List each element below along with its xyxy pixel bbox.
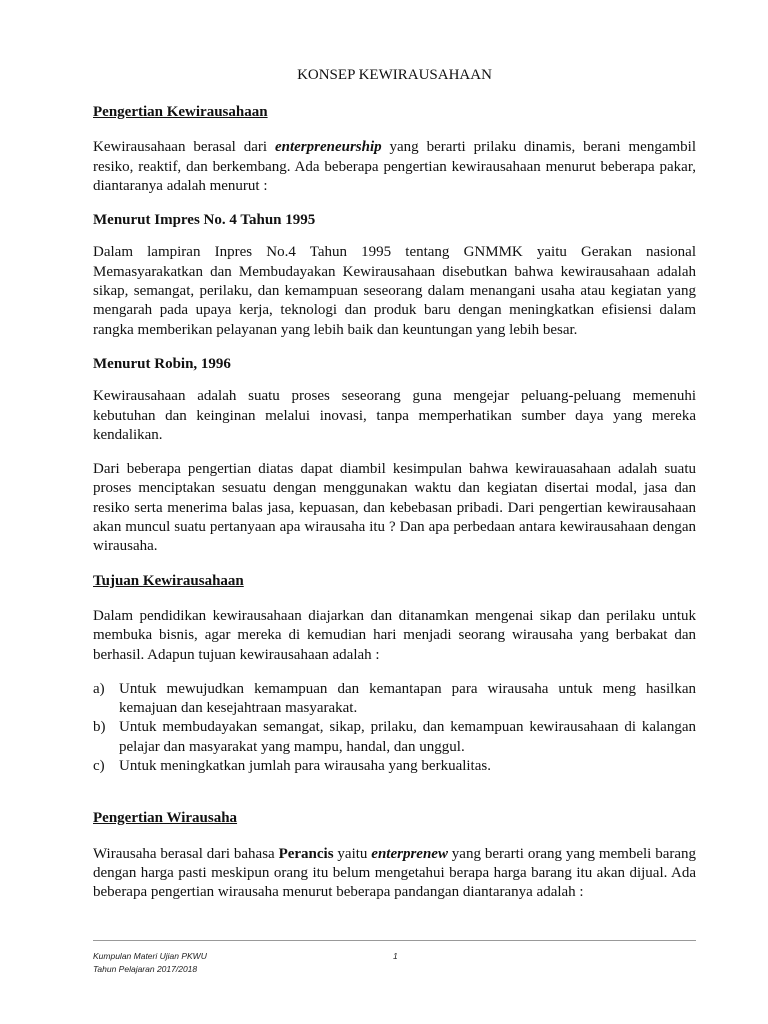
paragraph-robin: Kewirausahaan adalah suatu proses seseorang guna mengejar peluang-peluang memenuhi kebutuhan dan keinginan melalui inovasi, tanpa memperhatikan sumber daya yang mereka kendalikan. bbox=[93, 388, 696, 443]
spacer bbox=[93, 791, 696, 809]
list-item bbox=[93, 680, 696, 719]
list-item-text: Untuk mewujudkan kemampuan dan kemantapan para wirausaha untuk meng hasilkan kemajuan dan kesejahtraan masyarakat. bbox=[119, 680, 696, 717]
list-item-text: Untuk meningkatkan jumlah para wirausaha yang berkualitas. bbox=[119, 758, 491, 775]
paragraph-text: yang berarti orang yang membeli barang dengan harga pasti meskipun orang itu belum mengetahui berapa harga barang itu akan dijual. Ada beberapa pengertian wirausaha menurut beberapa pandangan diantaranya adalah : bbox=[93, 845, 697, 901]
list-item bbox=[93, 757, 696, 776]
list-marker: a) bbox=[93, 680, 105, 697]
paragraph-wirausaha bbox=[93, 845, 696, 903]
paragraph-text: Kewirausahaan berasal dari bbox=[93, 139, 275, 156]
paragraph-text: yaitu bbox=[333, 845, 372, 862]
paragraph-impres: Dalam lampiran Inpres No.4 Tahun 1995 tentang GNMMK yaitu Gerakan nasional Memasyarakatkan dan Membudayakan Kewirausahaan disebutkan bahwa kewirausahaan adalah sikap, semangat, perilaku, dan kemampuan seseorang dalam menangani usaha atau kegiatan yang mengarah pada upaya kerja, teknologi dan produk baru dengan meningkatkan efisiensi dalam rangka memberikan pelayanan yang lebih baik dan keuntungan yang lebih besar. bbox=[93, 244, 696, 338]
paragraph-conclusion: Dari beberapa pengertian diatas dapat diambil kesimpulan bahwa kewirauasahaan adalah suatu proses menciptakan sesuatu dengan menggunakan waktu dan kegiatan disertai modal, jasa dan resiko serta menerima balas jasa, kepuasan, dan kebebasan pribadi. Dari pengertian kewirausahaan akan muncul suatu pertanyaan apa wirausaha itu ? Dan apa perbedaan antara kewirausahaan dengan wirausaha. bbox=[93, 461, 696, 555]
list-item-text: Untuk membudayakan semangat, sikap, prilaku, dan kemampuan kewirausahaan di kalangan pelajar dan masyarakat yang mampu, handal, dan unggul. bbox=[119, 719, 696, 755]
bold-term: Perancis bbox=[278, 845, 334, 862]
paragraph-definition bbox=[93, 138, 696, 196]
section-heading-tujuan-kewirausahaan: Tujuan Kewirausahaan bbox=[93, 572, 244, 589]
footer-divider bbox=[93, 940, 696, 941]
footer-line-title: Kumpulan Materi Ujian PKWU bbox=[93, 951, 207, 961]
list-marker: b) bbox=[93, 719, 106, 736]
tujuan-list bbox=[93, 680, 696, 776]
list-marker: c) bbox=[93, 758, 105, 775]
document-body bbox=[93, 66, 696, 918]
footer-line-year: Tahun Pelajaran 2017/2018 bbox=[93, 964, 198, 974]
list-item bbox=[93, 718, 696, 757]
page-footer bbox=[93, 950, 696, 976]
subheading-robin: Menurut Robin, 1996 bbox=[93, 355, 231, 372]
subheading-impres: Menurut Impres No. 4 Tahun 1995 bbox=[93, 212, 316, 229]
page-number: 1 bbox=[393, 951, 398, 961]
paragraph-text: yang berarti prilaku dinamis, berani mengambil resiko, reaktif, dan berkembang. Ada beberapa pengertian kewirausahaan menurut beberapa pakar, diantaranya adalah menurut : bbox=[93, 139, 696, 194]
paragraph-text: Wirausaha berasal dari bahasa bbox=[93, 845, 279, 862]
paragraph-tujuan: Dalam pendidikan kewirausahaan diajarkan dan ditanamkan mengenai sikap dan perilaku untuk membuka bisnis, agar mereka di kemudian hari menjadi seorang wirausaha yang berbakat dan berhasil. Adapun tujuan kewirausahaan adalah : bbox=[93, 607, 696, 663]
emphasis-term: enterprenew bbox=[371, 845, 448, 862]
section-heading-pengertian-wirausaha: Pengertian Wirausaha bbox=[93, 810, 238, 827]
emphasis-term: enterpreneurship bbox=[274, 139, 382, 156]
section-heading-pengertian-kewirausahaan: Pengertian Kewirausahaan bbox=[93, 104, 268, 120]
page-title: KONSEP KEWIRAUSAHAAN bbox=[297, 67, 492, 83]
